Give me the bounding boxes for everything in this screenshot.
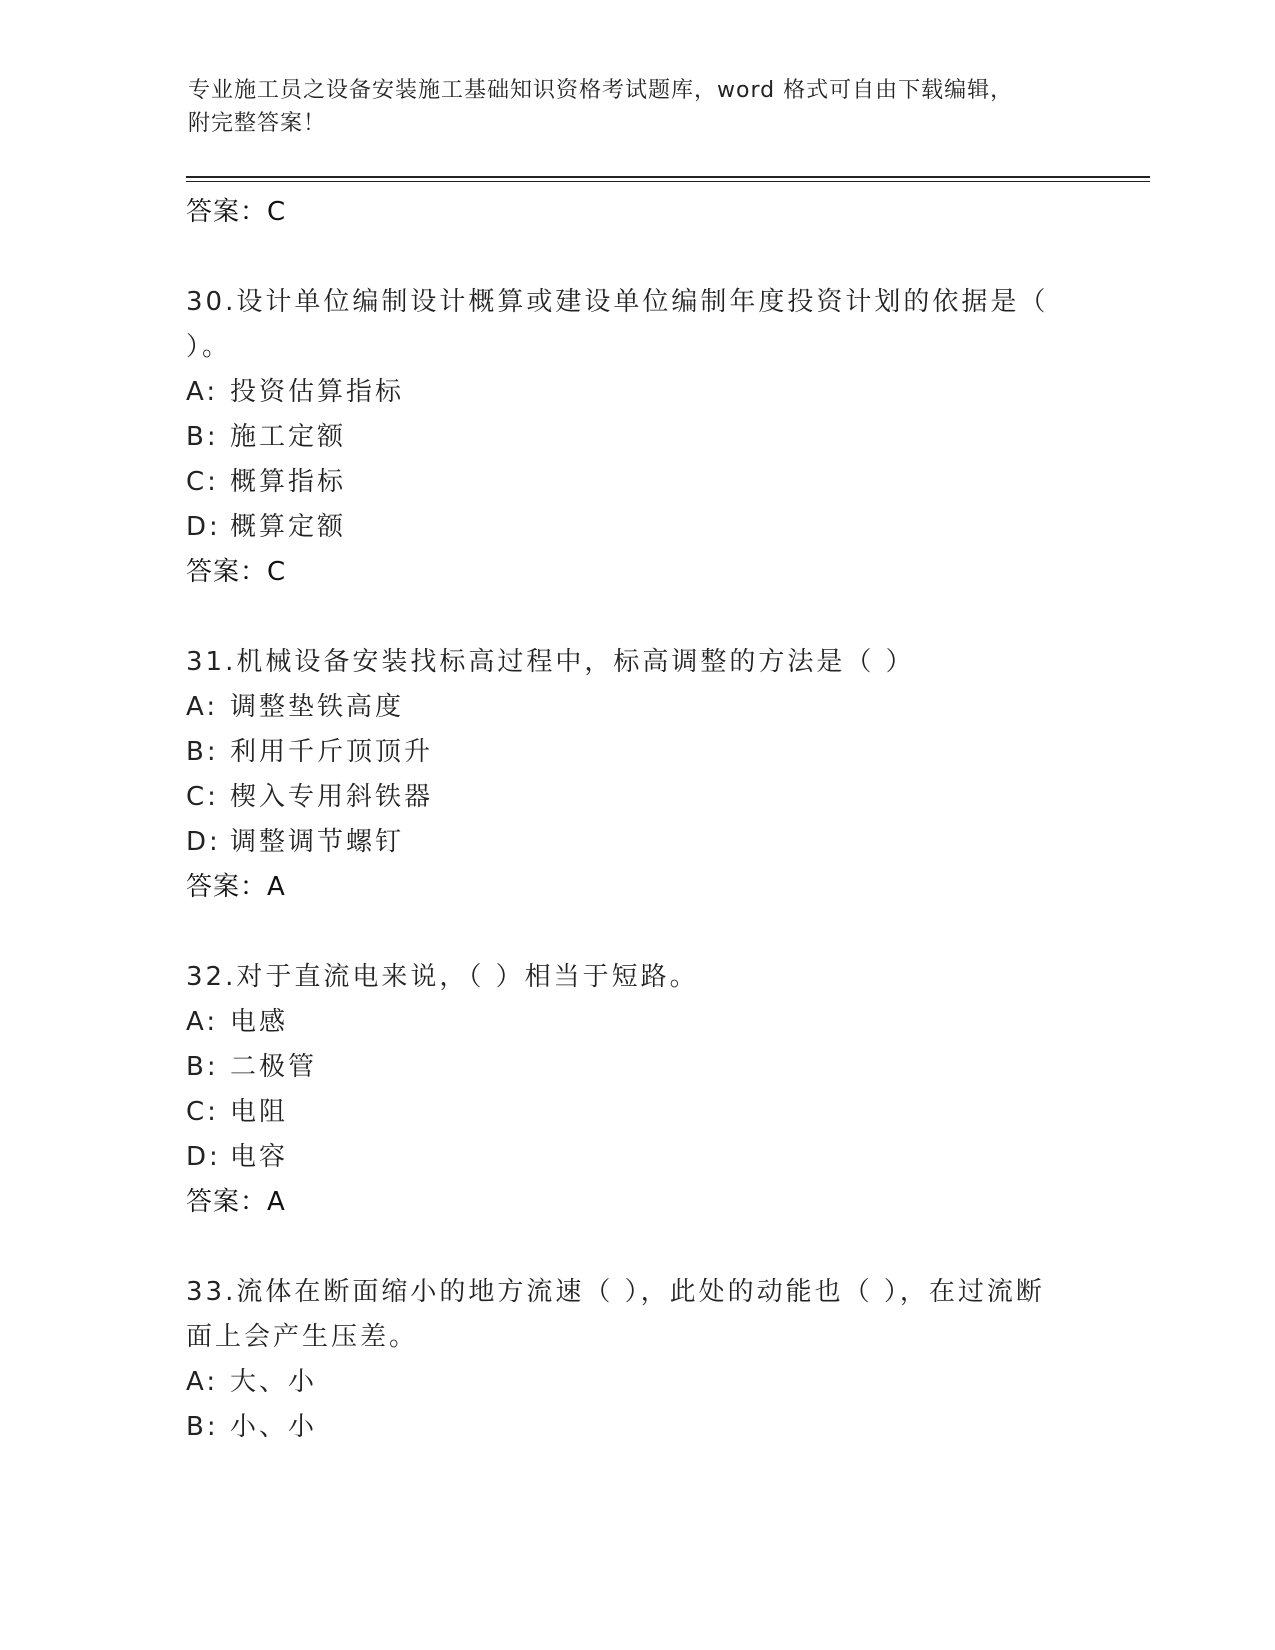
option-text: 概算指标 [230, 467, 347, 497]
answer-line: 答案：C [186, 557, 287, 587]
spacer [186, 234, 1086, 280]
question-stem-line: ）。 [186, 332, 232, 362]
option-label: A: [186, 692, 219, 722]
option-a [186, 1000, 1086, 1045]
option-d [186, 505, 1086, 550]
option-text: 电感 [230, 1007, 289, 1037]
question-stem-line: 面上会产生压差。 [186, 1322, 419, 1352]
option-label: B: [186, 1412, 219, 1442]
question-block [186, 1270, 1086, 1450]
option-label: B: [186, 422, 219, 452]
option-label: A: [186, 1367, 219, 1397]
option-label: A: [186, 377, 219, 407]
spacer [186, 1224, 1086, 1270]
option-text: 电容 [230, 1142, 289, 1172]
option-label: B: [186, 1052, 219, 1082]
option-b [186, 415, 1086, 460]
option-text: 概算定额 [230, 512, 347, 542]
question-stem-line: 30.设计单位编制设计概算或建设单位编制年度投资计划的依据是（ [186, 287, 1049, 317]
question-stem-line: 32.对于直流电来说，（ ）相当于短路。 [186, 962, 699, 992]
option-text: 二极管 [230, 1052, 318, 1082]
option-text: 调整调节螺钉 [230, 827, 405, 857]
option-text: 楔入专用斜铁器 [230, 782, 434, 812]
spacer [186, 909, 1086, 955]
option-label: A: [186, 1007, 219, 1037]
option-d [186, 820, 1086, 865]
question-block [186, 640, 1086, 909]
question-stem-line: 31.机械设备安装找标高过程中，标高调整的方法是（ ） [186, 647, 915, 677]
option-text: 调整垫铁高度 [230, 692, 405, 722]
option-text: 大、小 [230, 1367, 318, 1397]
option-text: 施工定额 [230, 422, 347, 452]
option-text: 电阻 [230, 1097, 289, 1127]
header-divider-thin [186, 181, 1150, 182]
answer-line: 答案：A [186, 872, 286, 902]
option-b [186, 730, 1086, 775]
option-d [186, 1135, 1086, 1180]
previous-answer: 答案：C [186, 197, 287, 227]
question-block [186, 280, 1086, 594]
spacer [186, 594, 1086, 640]
document-header [188, 74, 1068, 140]
question-block [186, 955, 1086, 1224]
option-label: C: [186, 1097, 219, 1127]
option-label: D: [186, 1142, 221, 1172]
option-label: B: [186, 737, 219, 767]
answer-line: 答案：A [186, 1187, 286, 1217]
option-a [186, 685, 1086, 730]
option-label: C: [186, 467, 219, 497]
option-a [186, 370, 1086, 415]
option-b [186, 1045, 1086, 1090]
question-stem-line: 33.流体在断面缩小的地方流速（ ），此处的动能也（ ），在过流断 [186, 1277, 1045, 1307]
option-text: 利用千斤顶顶升 [230, 737, 434, 767]
option-c [186, 1090, 1086, 1135]
header-line-1: 专业施工员之设备安装施工基础知识资格考试题库，word 格式可自由下载编辑， [188, 78, 1014, 103]
option-a [186, 1360, 1086, 1405]
question-list [186, 190, 1086, 1450]
option-text: 投资估算指标 [230, 377, 405, 407]
header-line-2: 附完整答案！ [188, 111, 327, 136]
option-c [186, 460, 1086, 505]
option-text: 小、小 [230, 1412, 318, 1442]
option-b [186, 1405, 1086, 1450]
option-label: D: [186, 827, 221, 857]
header-divider-thick [186, 176, 1150, 178]
option-label: D: [186, 512, 221, 542]
option-c [186, 775, 1086, 820]
option-label: C: [186, 782, 219, 812]
